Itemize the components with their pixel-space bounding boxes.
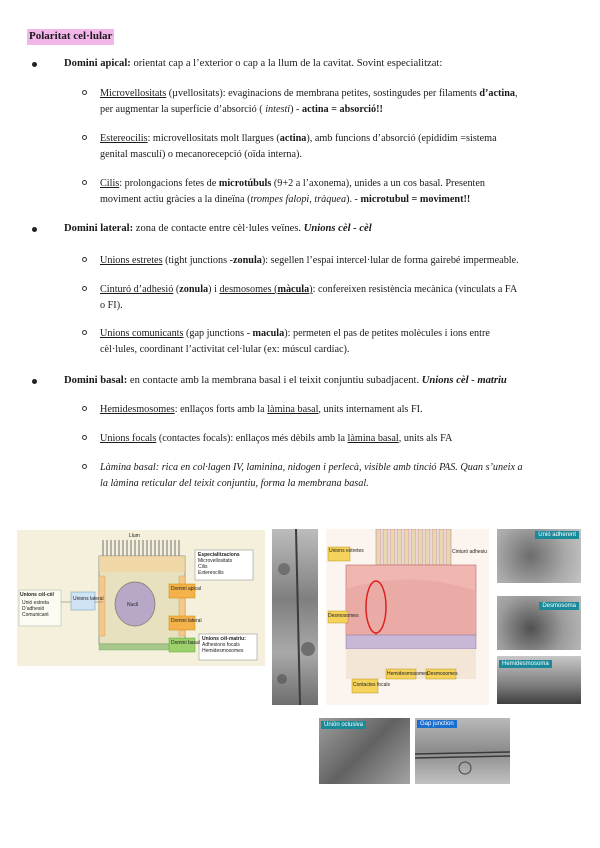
focal-adhesions-text: (contactes focals): enllaços més dèbils amb la [156,433,348,444]
focal-adhesions-text2: , units als FA [398,433,453,444]
cilia-sep: ). - [346,194,361,205]
circle-bullet-icon [82,464,87,469]
stereocilia-actina: actina [279,133,307,144]
diagram-cell-matrix: Adhesions focals [202,642,240,648]
cilia-text2: (9+2 a l’axonema), unides a un cos basal. Presenten [271,178,486,189]
page-title: Polaritat cel·lular [27,29,114,45]
em-strip-svg [272,529,318,705]
lateral-tag: Unions cèl - cèl [303,223,372,234]
stereocilia-line2: genital masculí) o mecanorecepció (oïda interna). [100,149,302,160]
cilia-summary: microtubul = moviment!! [360,194,471,205]
microvilli-intesti: intesti [265,104,291,115]
micrograph-tight-junction [319,718,410,784]
cilia-microtubuls: microtúbuls [218,178,272,189]
gap-junctions-line2: cèl·lules, coordinant l’activitat cel·lular (ex: múscul cardíac). [100,344,350,355]
basal-lamina-line2: la làmina reticular del teixit conjuntiu, forma la membrana basal. [100,478,369,489]
microvilli-paren: (µvellositats) [166,88,223,99]
tight-junctions-term: Unions estretes [100,255,163,266]
microvilli-sep: ) - [290,104,302,115]
micrograph-label: Desmosoma [539,602,579,610]
stereocilia-term: Estereocilis [100,133,148,144]
micrograph-hemidesmosome [497,656,581,704]
basal-tag: Unions cèl - matriu [421,375,507,386]
gap-junctions-paren: (gap junctions - [183,328,253,339]
circle-bullet-icon [82,257,87,262]
micrograph-desmosome [497,596,581,650]
diagram-left-item: Comunicant [22,612,49,618]
diagram-apical-spec: Especialitzacions [198,552,240,558]
cilia-examples: trompes falopi, tràquea [250,194,347,205]
tight-junctions-zonula: zonula [233,255,262,266]
focal-adhesions-lamina: làmina basal [347,433,399,444]
adhesion-belt-and: ) i [208,284,220,295]
diagram-apical-spec: Microvellositats [198,558,233,564]
diagram-left-title: Unions cèl-cèl [20,592,54,598]
apical-heading: Domini apical: [64,58,131,69]
micrograph-gap-junction [415,718,510,784]
page: Polaritat cel·lular Domini apical: orientat cap a l’exterior o cap a la llum de la cavitat. Sovint especialitzat: Microvellositats (µvellositats): evaginacions de membrana petites, sostingudes per filaments d’actina, per augmentar la superfície d’absorció ( intesti) - actina = absorció!! Estereocilis: microvellositats molt llargues (actina), amb funcions d’absorció (epidídim =sistema genital masculí) o mecanorecepció (oïda interna). Cilis: prolongacions fetes de microtúbuls (9+2 a l’axonema), unides a un cos basal. Presenten moviment actiu gràcies a la dineïna (trompes falopi, tràquea). - microtubul = moviment!! Domini lateral: zona de contacte entre cèl·lules veïnes. Unions cèl - cèl Unions estretes (tight junctions -zonula): segellen l’espai intercel·lular de forma gairebé impermeable. Cinturó d’adhesió (zonula) i desmosomes (màcula): confereixen resistència mecànica (vinculats a FA o FI). Unions comunicants (gap junctions - macula): permeten el pas de petites molècules i ions entre cèl·lules, coordinant l’activitat cel·lular (ex: múscul cardíac). Domini basal: en contacte amb la membrana basal i el teixit conjuntiu subadjacent. Unions cèl - matriu Hemidesmosomes: enllaços forts amb la làmina basal, units internament als FI. Unions focals (contactes focals): enllaços més dèbils amb la làmina basal, units als FA Làmina basal: rica en col·lagen IV, laminina, nidogen i perlecà, visible amb tinció PAS. Quan s’uneix a la làmina reticular del teixit conjuntiu, forma la membrana basal. Llum Unions cèl-cèl Unió estreta D’adhesió Comunicant Unions lateral Nucli Especialitzacions Microvellositats Cilis Estereocilis Domini apical Domini lateral Domini basal Unions cèl-matriu: Adhesions focals Hemidesmosomes Unions estretes Cinturó adhesiu Desmosomes Hemidesmosomes Desmosomes Contactes focals Unió adherent Desmosoma Hemidesmosoma Unión oclusiva Gap junction [0,0,600,848]
circle-bullet-icon [82,180,87,185]
bullet-icon [32,379,37,384]
circle-bullet-icon [82,406,87,411]
circle-bullet-icon [82,90,87,95]
adhesion-belt-paren: ( [173,284,180,295]
tight-junctions-paren: (tight junctions - [162,255,233,266]
tight-junctions-text: ): segellen l’espai intercel·lular de forma gairebé impermeable. [261,255,519,266]
focal-adhesions-term: Unions focals [100,433,157,444]
circle-bullet-icon [82,330,87,335]
diagram-cell-matrix: Hemidesmosomes [202,648,244,654]
hemidesmosomes-text: : enllaços forts amb la [174,404,268,415]
hemidesmosomes-lamina: làmina basal [267,404,319,415]
em-micrograph-strip [272,529,318,705]
adhesion-belt-term: Cinturó d’adhesió [100,284,174,295]
gap-junctions-macula: macula [252,328,285,339]
stereocilia-text2: ), amb funcions d’absorció (epidídim =sistema [306,133,497,144]
cilia-line2: moviment actiu gràcies a la dineïna ( [100,194,251,205]
circle-bullet-icon [82,135,87,140]
diagram-lumen-label: Llum [129,533,140,539]
hemidesmosomes-term: Hemidesmosomes [100,404,175,415]
epithelium-label: Unions estretes [329,548,364,554]
basal-lamina-line1: Làmina basal: rica en col·lagen IV, laminina, nidogen i perlecà, visible amb tinció PAS. Quan s’uneix a [100,462,523,473]
hemidesmosomes-text2: , units internament als FI. [318,404,423,415]
micrograph-adherens [497,529,581,583]
epithelium-label: Desmosomes [328,613,359,619]
microvilli-actina: d’actina [479,88,515,99]
circle-bullet-icon [82,435,87,440]
polarity-diagram [17,530,265,666]
diagram-junction-label: Unions lateral [73,596,104,602]
apical-description: orientat cap a l’exterior o cap a la llum de la cavitat. Sovint especialitzat: [130,58,443,69]
microvilli-term: Microvellositats [100,88,167,99]
bullet-icon [32,62,37,67]
diagram-apical-label: Domini apical [171,586,202,592]
basal-heading: Domini basal: [64,375,128,386]
diagram-apical-spec: Estereocilis [198,570,224,576]
circle-bullet-icon [82,286,87,291]
epithelium-label: Contactes focals [353,682,390,688]
diagram-left-item: Unió estreta [22,600,49,606]
micrograph-label: Hemidesmosoma [499,660,552,668]
gap-junctions-term: Unions comunicants [100,328,184,339]
stereocilia-text: : microvellositats molt llargues ( [147,133,280,144]
micrograph-label: Gap junction [417,720,457,728]
desmosomes-macula: màcula [277,284,310,295]
desmosomes-term: desmosomes ( [219,284,278,295]
lateral-description: zona de contacte entre cèl·lules veïnes. [133,223,304,234]
lateral-heading: Domini lateral: [64,223,134,234]
microvilli-text: : evaginacions de membrana petites, sostingudes per filaments [222,88,480,99]
diagram-apical-spec: Cilis [198,564,208,570]
micrograph-label: Unió adherent [535,531,579,539]
adhesion-belt-zonula: zonula [179,284,209,295]
diagram-lateral-label: Domini lateral [171,618,202,624]
adhesion-belt-text: : confereixen resistència mecànica (vinculats a FA [312,284,518,295]
microvilli-summary: actina = absorció!! [302,104,383,115]
epithelium-label: Desmosomes [427,671,458,677]
micrograph-label: Unión oclusiva [321,721,366,729]
epithelium-label: Cinturó adhesiu [452,549,488,555]
adhesion-belt-line2: o FI). [100,300,123,311]
cilia-text: : prolongacions fetes de [119,178,219,189]
cilia-term: Cilis [100,178,120,189]
microvilli-line2: per augmentar la superfície d’absorció ( [100,104,266,115]
diagram-left-item: D’adhesió [22,606,45,612]
diagram-basal-label: Domini basal [171,640,200,646]
desmosomes-close: ) [309,284,313,295]
basal-description: en contacte amb la membrana basal i el teixit conjuntiu subadjacent. [127,375,422,386]
diagram-cell-matrix: Unions cèl-matriu: [202,636,246,642]
diagram-nucleus-label: Nucli [127,602,139,608]
epithelium-illustration [326,529,489,705]
epithelium-label: Hemidesmosomes [387,671,429,677]
bullet-icon [32,227,37,232]
gap-junctions-text: ): permeten el pas de petites molècules i ions entre [284,328,490,339]
